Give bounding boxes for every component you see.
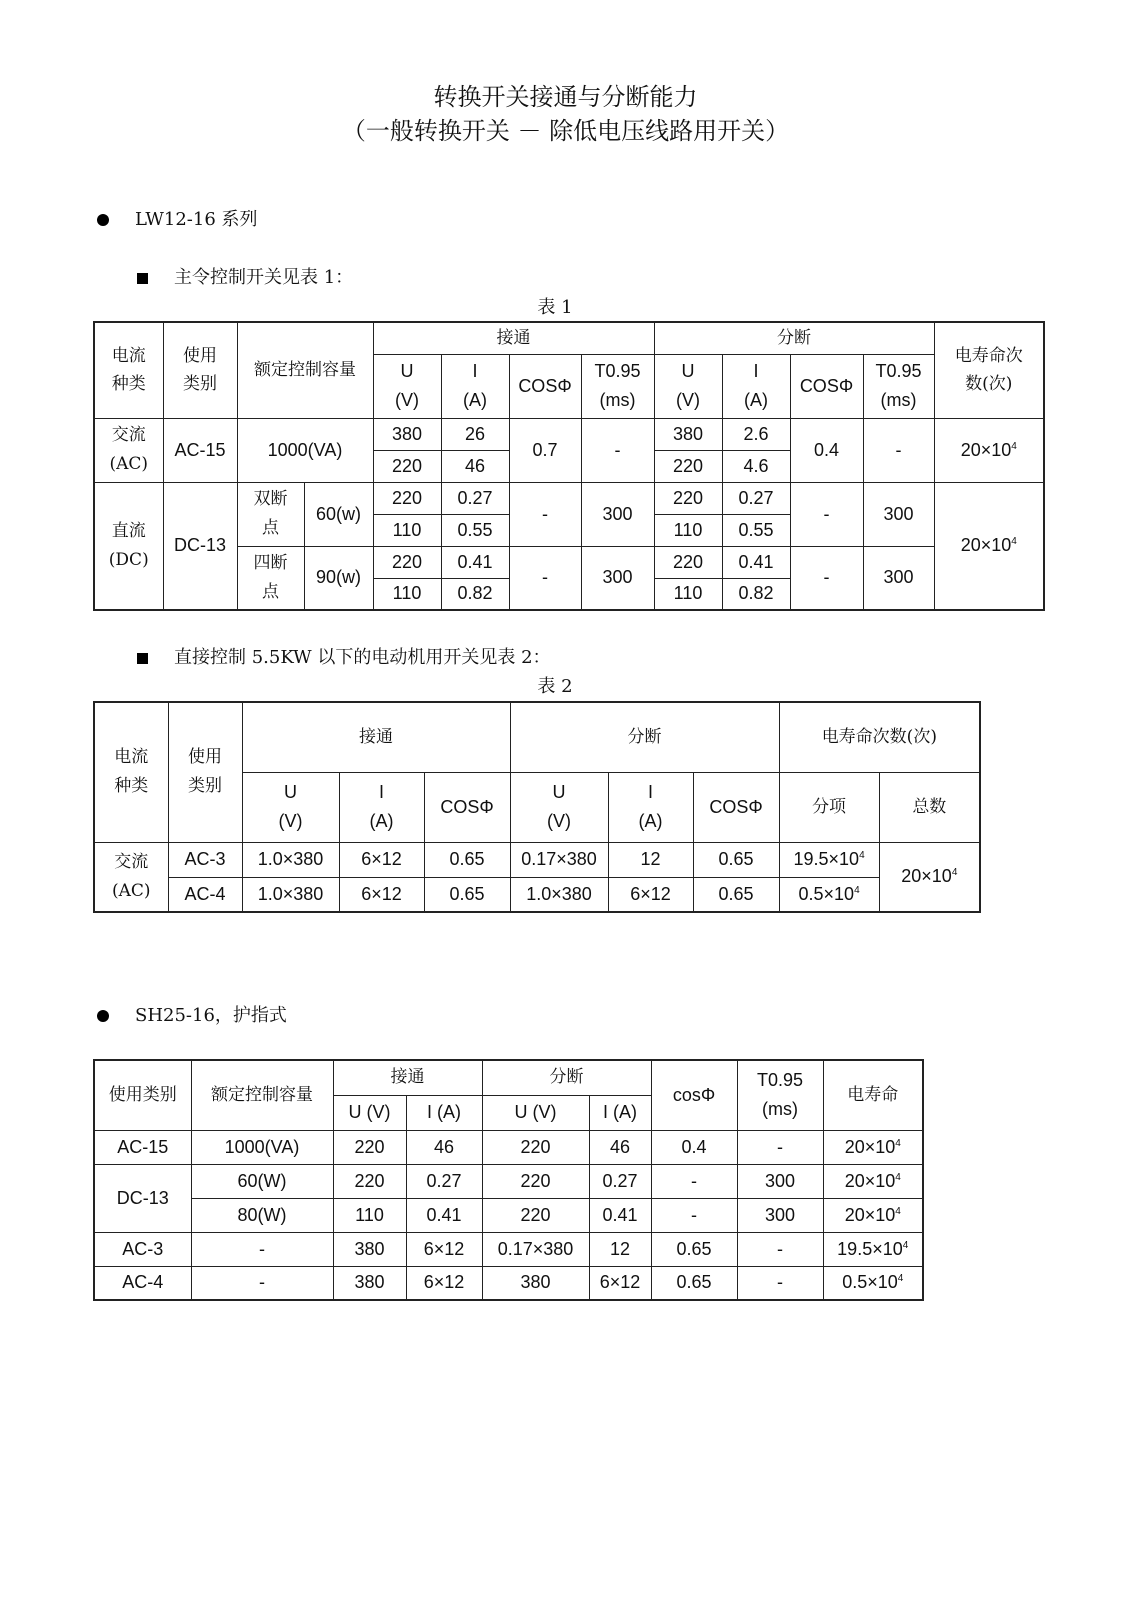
t3-category: AC-4 [94,1266,191,1300]
t3-cos: - [651,1198,737,1232]
t2-break-i: 12 [608,842,693,877]
t2-header-total: 总数 [879,772,980,842]
header-make: 接通 [373,322,654,354]
dc-break-u: 110 [654,578,722,610]
t3-life: $0.5\times 10^4$ [823,1266,923,1300]
t3-capacity: 1000(VA) [191,1130,333,1164]
t3-make-u: 380 [333,1232,406,1266]
dc-break-cos: - [790,482,863,546]
t3-capacity: 60(W) [191,1164,333,1198]
dc-subtype-1: 双断点 [237,482,304,546]
dc-break-i: 0.41 [722,546,790,578]
dc-break-t: 300 [863,546,934,610]
section-lw12-label: LW12-16 系列 [135,209,258,230]
t3-header-make: 接通 [333,1060,482,1095]
t2-life-item: $19.5\times 10^4$ [779,842,879,877]
table-3 [93,1059,924,1301]
header-capacity: 额定控制容量 [237,322,373,418]
t3-break-u: 220 [482,1164,589,1198]
t3-make-i: 0.41 [406,1198,482,1232]
header-life: 电寿命次数(次) [934,322,1044,418]
header-make-cos: COSΦ [509,354,581,418]
dc-break-u: 110 [654,514,722,546]
t2-category: AC-3 [168,842,242,877]
dc-make-u: 110 [373,578,441,610]
t3-header-make-i: I (A) [406,1095,482,1130]
t3-break-u: 380 [482,1266,589,1300]
t3-break-i: 0.27 [589,1164,651,1198]
t3-break-i: 0.41 [589,1198,651,1232]
t3-cos: 0.65 [651,1266,737,1300]
t3-capacity: - [191,1266,333,1300]
ac-make-t: - [581,418,654,482]
dc-break-u: 220 [654,546,722,578]
subsection-table1-label: 主令控制开关见表 1： [174,267,354,288]
header-category: 使用类别 [163,322,237,418]
bullet-square-icon [137,273,148,284]
t3-header-break-u: U (V) [482,1095,589,1130]
t2-break-i: 6×12 [608,877,693,912]
t2-header-break: 分断 [510,702,779,772]
t3-t: - [737,1130,823,1164]
t2-break-cos: 0.65 [693,877,779,912]
t2-header-item: 分项 [779,772,879,842]
subsection-table1-intro [137,266,353,290]
t2-life-total: $20\times 10^4$ [879,842,980,912]
dc-make-i: 0.82 [441,578,509,610]
t3-make-i: 46 [406,1130,482,1164]
t2-header-life: 电寿命次数(次) [779,702,980,772]
dc-break-i: 0.82 [722,578,790,610]
t3-break-u: 220 [482,1198,589,1232]
dc-category-cell: DC-13 [163,482,237,610]
dc-make-u: 110 [373,514,441,546]
dc-make-i: 0.27 [441,482,509,514]
dc-power-2: 90(w) [304,546,373,610]
ac-capacity-cell: 1000(VA) [237,418,373,482]
dc-subtype-2: 四断点 [237,546,304,610]
t3-life: $20\times 10^4$ [823,1130,923,1164]
t2-make-i: 6×12 [339,877,424,912]
t3-header-life: 电寿命 [823,1060,923,1130]
table1-caption: 表 1 [537,297,573,318]
t3-cos: 0.65 [651,1232,737,1266]
dc-break-t: 300 [863,482,934,546]
t3-category: AC-15 [94,1130,191,1164]
ac-break-t: - [863,418,934,482]
ac-break-i: 4.6 [722,450,790,482]
ac-category-cell: AC-15 [163,418,237,482]
t2-header-make: 接通 [242,702,510,772]
t3-t: - [737,1232,823,1266]
dc-make-t: 300 [581,546,654,610]
t3-break-i: 46 [589,1130,651,1164]
header-make-t: T0.95 (ms) [581,354,654,418]
t3-category: DC-13 [94,1164,191,1232]
t3-make-u: 380 [333,1266,406,1300]
t3-header-make-u: U (V) [333,1095,406,1130]
t3-make-u: 110 [333,1198,406,1232]
table2-caption: 表 2 [537,676,573,697]
subsection-table2-intro [137,646,551,670]
t3-capacity: 80(W) [191,1198,333,1232]
t3-category: AC-3 [94,1232,191,1266]
t2-header-break-cos: COSΦ [693,772,779,842]
dc-make-i: 0.55 [441,514,509,546]
t3-header-category: 使用类别 [94,1060,191,1130]
dc-kind-cell: 直流 (DC) [94,482,163,610]
t2-header-break-u: U (V) [510,772,608,842]
t2-make-i: 6×12 [339,842,424,877]
dc-make-cos: - [509,546,581,610]
t3-header-cos: cosΦ [651,1060,737,1130]
header-break-u: U (V) [654,354,722,418]
t2-make-cos: 0.65 [424,842,510,877]
t3-make-i: 6×12 [406,1232,482,1266]
t3-t: 300 [737,1164,823,1198]
t3-break-u: 0.17×380 [482,1232,589,1266]
t3-header-break-i: I (A) [589,1095,651,1130]
t2-category: AC-4 [168,877,242,912]
t3-break-i: 6×12 [589,1266,651,1300]
ac-make-cos: 0.7 [509,418,581,482]
header-make-i: I (A) [441,354,509,418]
t3-t: - [737,1266,823,1300]
section-sh25-heading [97,1004,287,1028]
ac-make-i: 26 [441,418,509,450]
ac-make-u: 380 [373,418,441,450]
t2-make-u: 1.0×380 [242,842,339,877]
t2-header-current-kind: 电流种类 [94,702,168,842]
t3-cos: - [651,1164,737,1198]
bullet-dot-icon [97,1010,109,1022]
t3-make-i: 0.27 [406,1164,482,1198]
section-sh25-label: SH25-16，护指式 [135,1005,287,1026]
t3-t: 300 [737,1198,823,1232]
ac-break-i: 2.6 [722,418,790,450]
t3-header-break: 分断 [482,1060,651,1095]
t3-life: $19.5\times 10^4$ [823,1232,923,1266]
t3-cos: 0.4 [651,1130,737,1164]
t2-life-item: $0.5\times 10^4$ [779,877,879,912]
header-break: 分断 [654,322,934,354]
t2-kind-cell: 交流 (AC) [94,842,168,912]
dc-make-cos: - [509,482,581,546]
header-make-u: U (V) [373,354,441,418]
ac-kind-cell: 交流 (AC) [94,418,163,482]
t2-break-u: 0.17×380 [510,842,608,877]
t2-header-make-i: I (A) [339,772,424,842]
t3-make-u: 220 [333,1164,406,1198]
t3-header-capacity: 额定控制容量 [191,1060,333,1130]
header-break-i: I (A) [722,354,790,418]
table-1 [93,321,1045,611]
dc-break-cos: - [790,546,863,610]
t3-make-u: 220 [333,1130,406,1164]
section-lw12-heading [97,208,258,232]
dc-life-cell: $20\times 10^4$ [934,482,1044,610]
t3-make-i: 6×12 [406,1266,482,1300]
dc-make-t: 300 [581,482,654,546]
subsection-table2-label: 直接控制 5.5KW 以下的电动机用开关见表 2： [174,647,551,668]
page-title: 转换开关接通与分断能力 [433,83,698,111]
ac-make-u: 220 [373,450,441,482]
t3-break-u: 220 [482,1130,589,1164]
dc-make-u: 220 [373,546,441,578]
t3-break-i: 12 [589,1232,651,1266]
bullet-dot-icon [97,214,109,226]
t2-break-u: 1.0×380 [510,877,608,912]
dc-make-i: 0.41 [441,546,509,578]
t2-header-make-cos: COSΦ [424,772,510,842]
page-subtitle: （一般转换开关 － 除低电压线路用开关） [341,117,790,145]
t2-break-cos: 0.65 [693,842,779,877]
dc-make-u: 220 [373,482,441,514]
t3-life: $20\times 10^4$ [823,1198,923,1232]
t2-make-cos: 0.65 [424,877,510,912]
dc-break-i: 0.55 [722,514,790,546]
ac-break-u: 380 [654,418,722,450]
t2-header-break-i: I (A) [608,772,693,842]
table-2 [93,701,981,913]
dc-break-i: 0.27 [722,482,790,514]
t3-header-t: T0.95 (ms) [737,1060,823,1130]
t2-header-make-u: U (V) [242,772,339,842]
bullet-square-icon [137,653,148,664]
ac-life-cell: $20\times 10^4$ [934,418,1044,482]
t3-capacity: - [191,1232,333,1266]
header-break-t: T0.95 (ms) [863,354,934,418]
ac-make-i: 46 [441,450,509,482]
dc-break-u: 220 [654,482,722,514]
dc-power-1: 60(w) [304,482,373,546]
t2-make-u: 1.0×380 [242,877,339,912]
t3-life: $20\times 10^4$ [823,1164,923,1198]
ac-break-u: 220 [654,450,722,482]
header-current-kind: 电流种类 [94,322,163,418]
header-break-cos: COSΦ [790,354,863,418]
t2-header-category: 使用类别 [168,702,242,842]
ac-break-cos: 0.4 [790,418,863,482]
